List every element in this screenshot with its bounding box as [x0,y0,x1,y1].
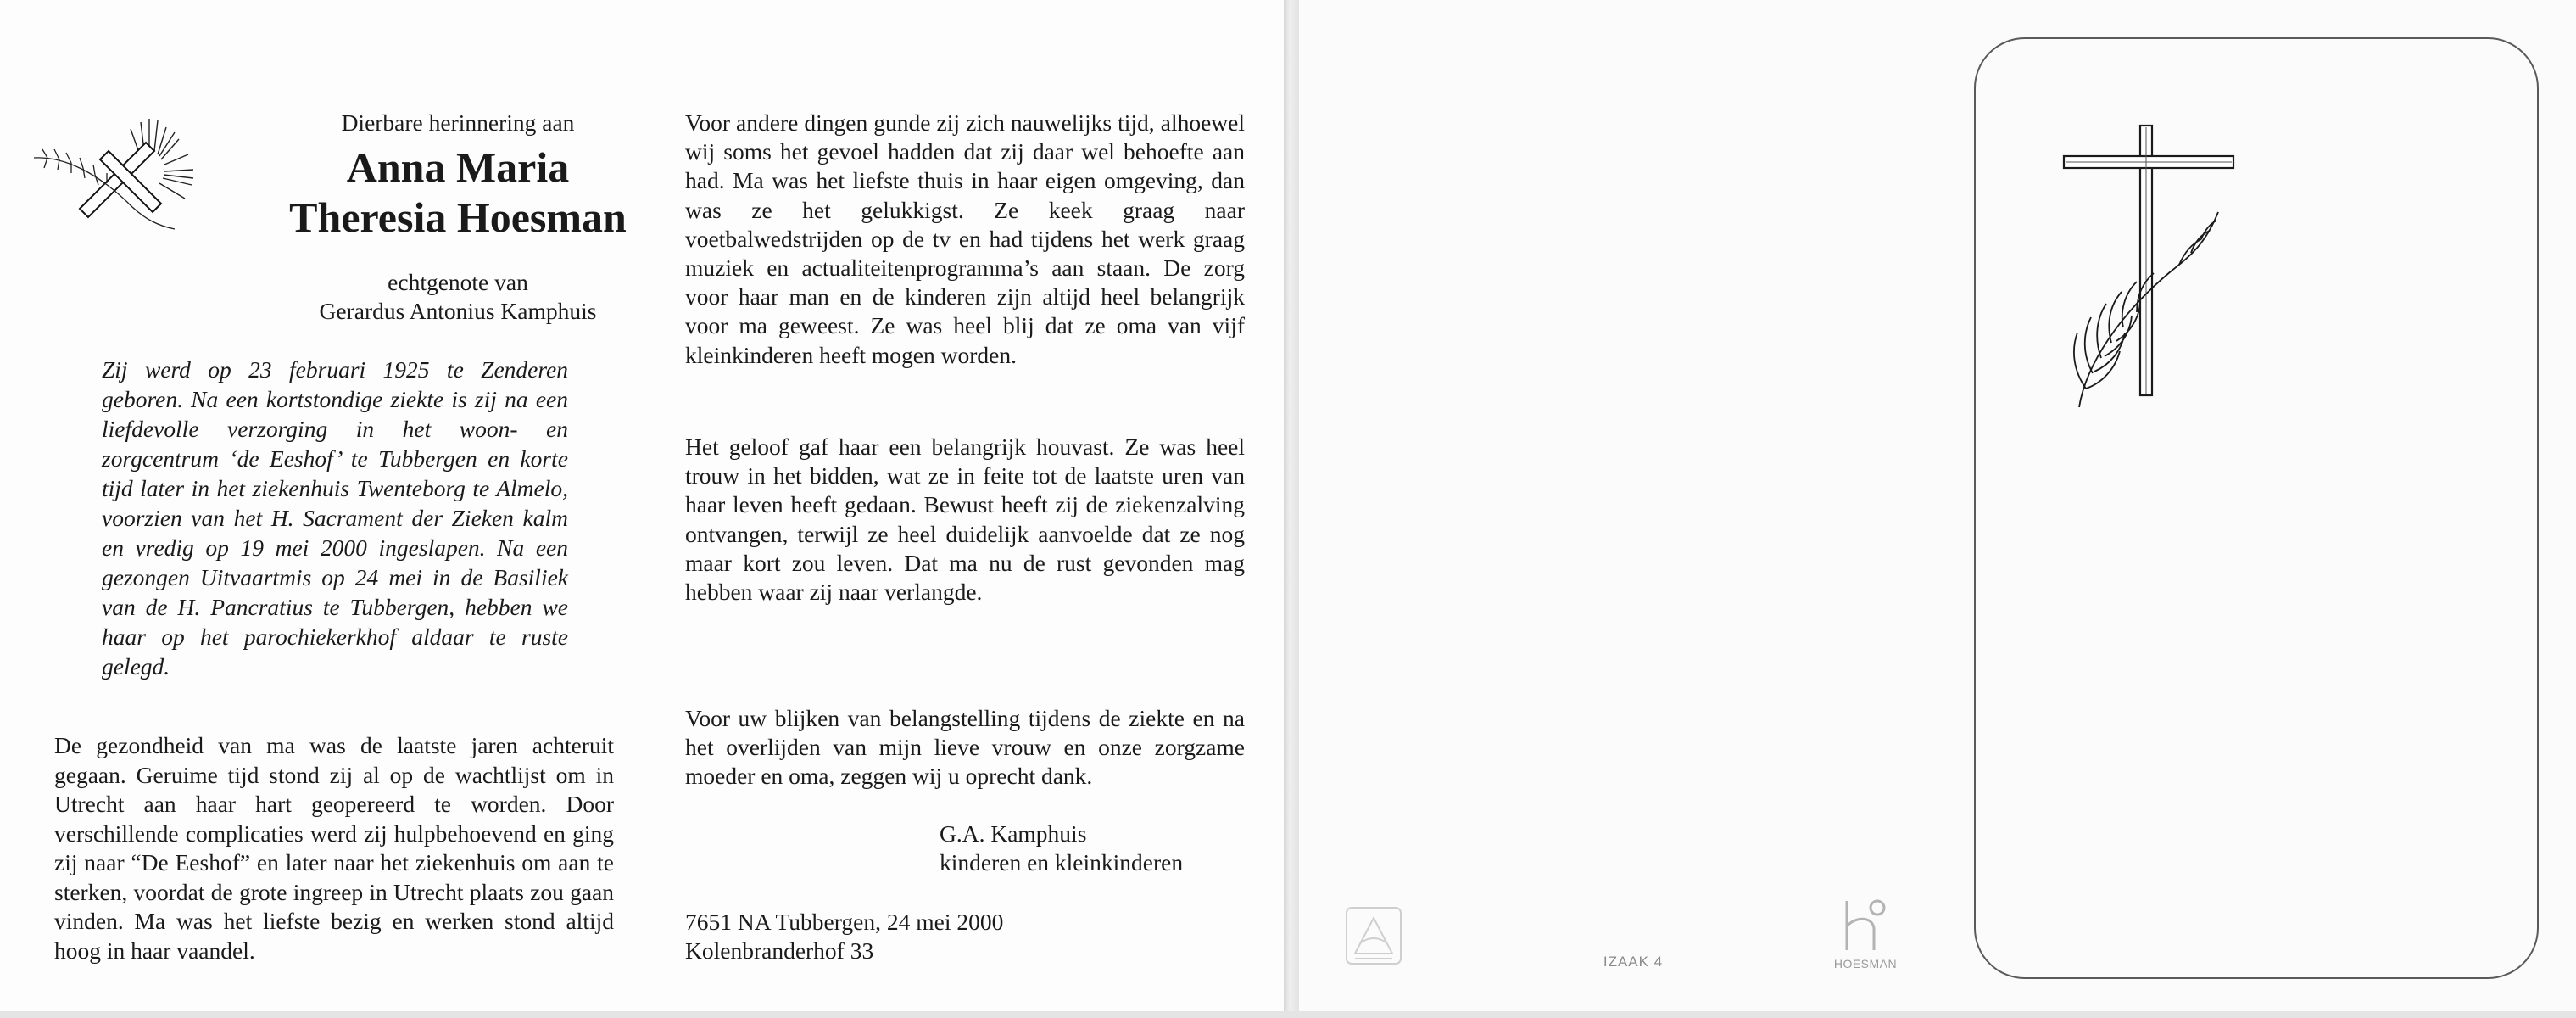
card-fold [1284,0,1299,1018]
page-edge [0,1011,2576,1018]
signature-name: G.A. Kamphuis [940,820,1087,847]
name-line-1: Anna Maria [346,143,570,191]
product-code: IZAAK 4 [1603,954,1664,970]
name-line-2: Theresia Hoesman [289,193,627,241]
cross-with-palm-rays-icon [31,114,209,241]
spouse-label: echtgenote van [388,269,528,295]
life-paragraph: Voor andere dingen gunde zij zich nauwelijks tijd, alhoewel wij soms het gevoel hadden dat zij daar wel behoefte aan had. Ma was het liefste thuis in haar eigen omgeving, dan was ze het gelukkigst. Ze keek graag naar voetbalwedstrijden op de tv en had tijdens het werk graag muziek en actualiteitenprogramma’s aan staan. De zorg voor haar man en de kinderen zijn altijd heel belangrijk voor ma geweest. Ze was heel blij dat ze oma van vijf kleinkinderen heeft mogen worden. [685,109,1245,368]
spouse-name: Gerardus Antonius Kamphuis [319,298,597,324]
health-paragraph: De gezondheid van ma was de laatste jaren achteruit gegaan. Geruime tijd stond zij al op de wachtlijst om in Utrecht aan haar hart geopereerd te worden. Door verschillende complicaties werd zij hulpbehoevend en ging zij naar “De Eeshof” en later naar het ziekenhuis om aan te sterken, voordat de grote ingreep in Utrecht plaats zou gaan vinden. Ma was het liefste bezig en werken stond altijd hoog in haar vaandel. [54,732,614,964]
faith-paragraph: Het geloof gaf haar een belangrijk houvast. Ze was heel trouw in het bidden, wat ze in feite tot de laatste uren van haar leven heeft gedaan. Bewust heeft zij de ziekenzalving ontvangen, terwijl ze heel duidelijk aanvoelde dat ze nog maar kort zou leven. Dat ma nu de rust gevonden mag hebben waar zij naar verlangde. [685,433,1245,606]
cross-with-palm-branch-icon [2052,119,2247,416]
intro-line: Dierbare herinnering aan [341,109,575,136]
thanks-paragraph: Voor uw blijken van belangstelling tijdens de ziekte en na het overlijden van mijn lieve vrouw en onze zorgzame moeder en oma, zeggen wij u oprecht dank. [685,705,1245,790]
address-city-date: 7651 NA Tubbergen, 24 mei 2000 [685,909,1004,935]
biography-paragraph: Zij werd op 23 februari 1925 te Zenderen geboren. Na een kortstondige ziekte is zij na een liefdevolle verzorging in het woon- en zorgcentrum ‘de Eeshof’ te Tubbergen en korte tijd later in het ziekenhuis Twenteborg te Almelo, voorzien van het H. Sacrament der Zieken kalm en vredig op 19 mei 2000 ingeslapen. Na een gezongen Uitvaartmis op 24 mei in de Basiliek van de H. Pancratius te Tubbergen, hebben we haar op het parochiekerkhof aldaar te ruste gelegd. [102,356,568,680]
printer-name: HOESMAN [1833,957,1898,970]
signature-family: kinderen en kleinkinderen [940,849,1184,875]
deceased-name [187,143,729,243]
address-street: Kolenbranderhof 33 [685,937,874,964]
embossed-stamp-icon [1343,903,1404,969]
